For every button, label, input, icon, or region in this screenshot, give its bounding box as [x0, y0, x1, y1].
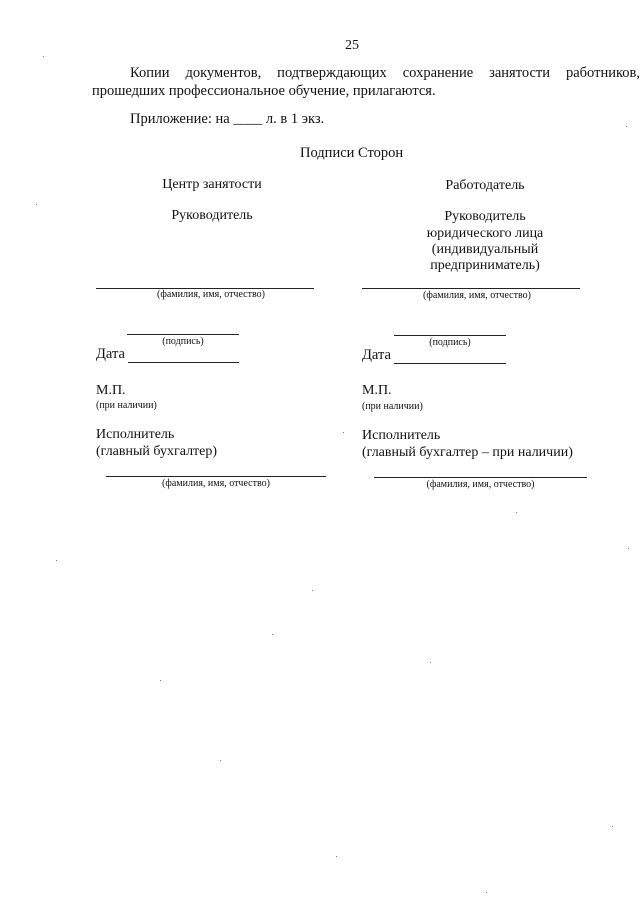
scan-speck	[486, 892, 487, 893]
scan-speck	[56, 560, 57, 561]
right-executor-label: Исполнитель	[362, 428, 441, 443]
scan-speck	[36, 204, 37, 205]
left-name-caption: (фамилия, имя, отчество)	[157, 289, 265, 300]
left-executor-role: (главный бухгалтер)	[96, 444, 218, 459]
left-date-line	[128, 362, 239, 363]
scan-speck	[343, 432, 344, 433]
right-position-line-3: (индивидуальный	[431, 242, 539, 257]
scan-speck	[272, 634, 273, 635]
right-position-line-1: Руководитель	[444, 209, 526, 224]
intro-line-1: Копии документов, подтверждающих сохранение занятости работников,	[130, 65, 640, 81]
scan-speck	[336, 856, 337, 857]
signatures-title: Подписи Сторон	[300, 145, 404, 161]
left-seal-note: (при наличии)	[96, 400, 157, 411]
right-seal-note: (при наличии)	[362, 401, 423, 412]
left-seal-label: М.П.	[96, 383, 126, 398]
right-executor-line	[374, 477, 587, 478]
right-seal-label: М.П.	[362, 383, 392, 398]
right-position-line-2: юридического лица	[426, 226, 544, 241]
scan-speck	[43, 56, 44, 57]
left-executor-line	[106, 476, 326, 477]
right-date-label: Дата	[362, 347, 391, 363]
intro-paragraph	[92, 64, 640, 100]
left-position: Руководитель	[171, 208, 253, 223]
left-signature-caption: (подпись)	[162, 336, 204, 347]
page-number: 25	[345, 38, 359, 53]
right-position-line-4: предприниматель)	[430, 258, 540, 273]
attachment-line: Приложение: на ____ л. в 1 экз.	[130, 111, 325, 127]
right-party-title: Работодатель	[445, 178, 525, 193]
left-executor-label: Исполнитель	[96, 427, 175, 442]
right-name-line	[362, 288, 580, 289]
scan-speck	[628, 548, 629, 549]
scan-speck	[312, 590, 313, 591]
right-executor-role: (главный бухгалтер – при наличии)	[362, 445, 573, 460]
scan-speck	[516, 512, 517, 513]
scan-speck	[430, 662, 431, 663]
scan-speck	[220, 760, 221, 761]
left-executor-caption: (фамилия, имя, отчество)	[162, 478, 270, 489]
right-date-line	[394, 363, 506, 364]
left-signature-line	[127, 334, 239, 335]
right-executor-caption: (фамилия, имя, отчество)	[426, 479, 535, 490]
left-party-title: Центр занятости	[162, 177, 262, 192]
right-signature-caption: (подпись)	[429, 337, 471, 348]
scan-speck	[626, 126, 627, 127]
right-signature-line	[394, 335, 506, 336]
right-name-caption: (фамилия, имя, отчество)	[423, 290, 531, 301]
scan-speck	[160, 680, 161, 681]
scan-speck	[612, 826, 613, 827]
intro-line-2: прошедших профессиональное обучение, прилагаются.	[92, 83, 436, 99]
left-date-label: Дата	[96, 346, 125, 362]
